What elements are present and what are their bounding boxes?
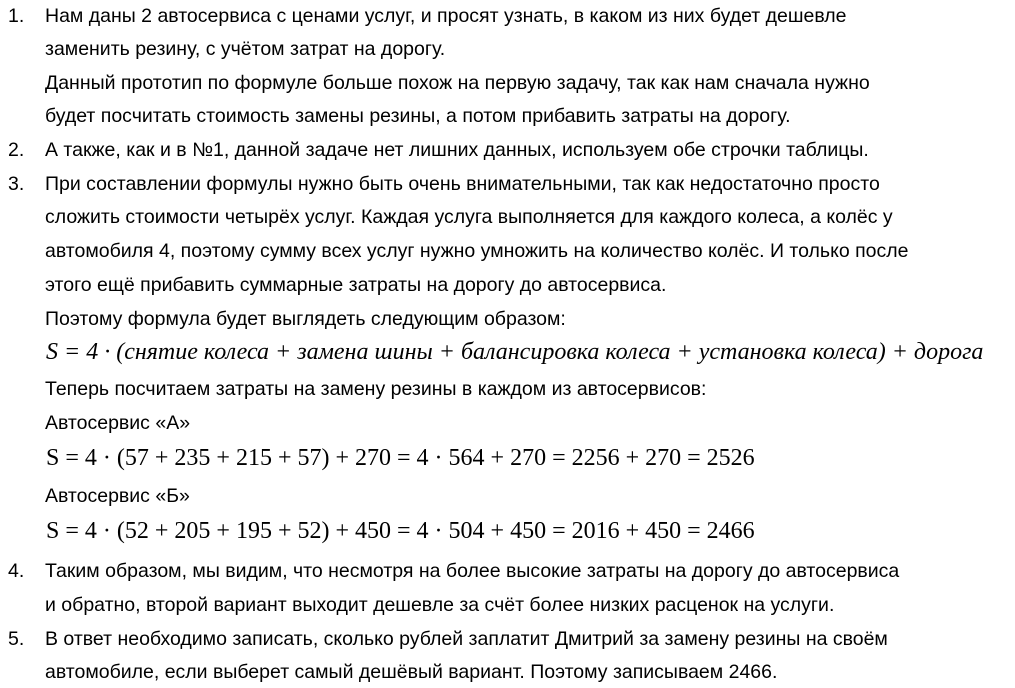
formula-text: S = 4 · (снятие колеса + замена шины + балансировка колеса + установка колеса) + дорога <box>46 339 984 365</box>
item-number: 3. <box>8 173 25 195</box>
item-text: В ответ необходимо записать, сколько рублей заплатит Дмитрий за замену резины на своём <box>45 628 888 650</box>
item-text: Данный прототип по формуле больше похож на первую задачу, так как нам сначала нужно <box>45 72 870 94</box>
item-text: А также, как и в №1, данной задаче нет лишних данных, используем обе строчки таблицы. <box>45 139 869 161</box>
item-text: автомобиле, если выберет самый дешёвый вариант. Поэтому записываем 2466. <box>45 661 778 683</box>
formula-service-a <box>46 444 755 472</box>
formula-text: S = 4 · (52 + 205 + 195 + 52) + 450 = 4 · 504 + 450 = 2016 + 450 = 2466 <box>46 518 755 544</box>
item-number: 4. <box>8 560 25 582</box>
formula-service-b <box>46 517 755 545</box>
item-text: Теперь посчитаем затраты на замену резины в каждом из автосервисов: <box>45 378 707 400</box>
item-text: этого ещё прибавить суммарные затраты на дорогу до автосервиса. <box>45 274 667 296</box>
item-text: сложить стоимости четырёх услуг. Каждая услуга выполняется для каждого колеса, а колёс у <box>45 206 893 228</box>
formula-text: S = 4 · (57 + 235 + 215 + 57) + 270 = 4 · 564 + 270 = 2256 + 270 = 2526 <box>46 445 755 471</box>
item-number: 5. <box>8 628 25 650</box>
item-number: 2. <box>8 139 25 161</box>
item-number: 1. <box>8 5 25 27</box>
item-text: При составлении формулы нужно быть очень внимательными, так как недостаточно просто <box>45 173 880 195</box>
item-text: Поэтому формула будет выглядеть следующим образом: <box>45 308 566 330</box>
item-text: заменить резину, с учётом затрат на дорогу. <box>45 38 446 60</box>
item-text: и обратно, второй вариант выходит дешевле за счёт более низких расценок на услуги. <box>45 594 835 616</box>
formula-general <box>46 338 983 366</box>
item-text: будет посчитать стоимость замены резины, а потом прибавить затраты на дорогу. <box>45 105 791 127</box>
item-text: Автосервис «А» <box>45 412 191 434</box>
item-text: Автосервис «Б» <box>45 485 190 507</box>
item-text: Таким образом, мы видим, что несмотря на более высокие затраты на дорогу до автосервиса <box>45 560 900 582</box>
item-text: автомобиля 4, поэтому сумму всех услуг нужно умножить на количество колёс. И только после <box>45 240 909 262</box>
item-text: Нам даны 2 автосервиса с ценами услуг, и просят узнать, в каком из них будет дешевле <box>45 5 847 27</box>
